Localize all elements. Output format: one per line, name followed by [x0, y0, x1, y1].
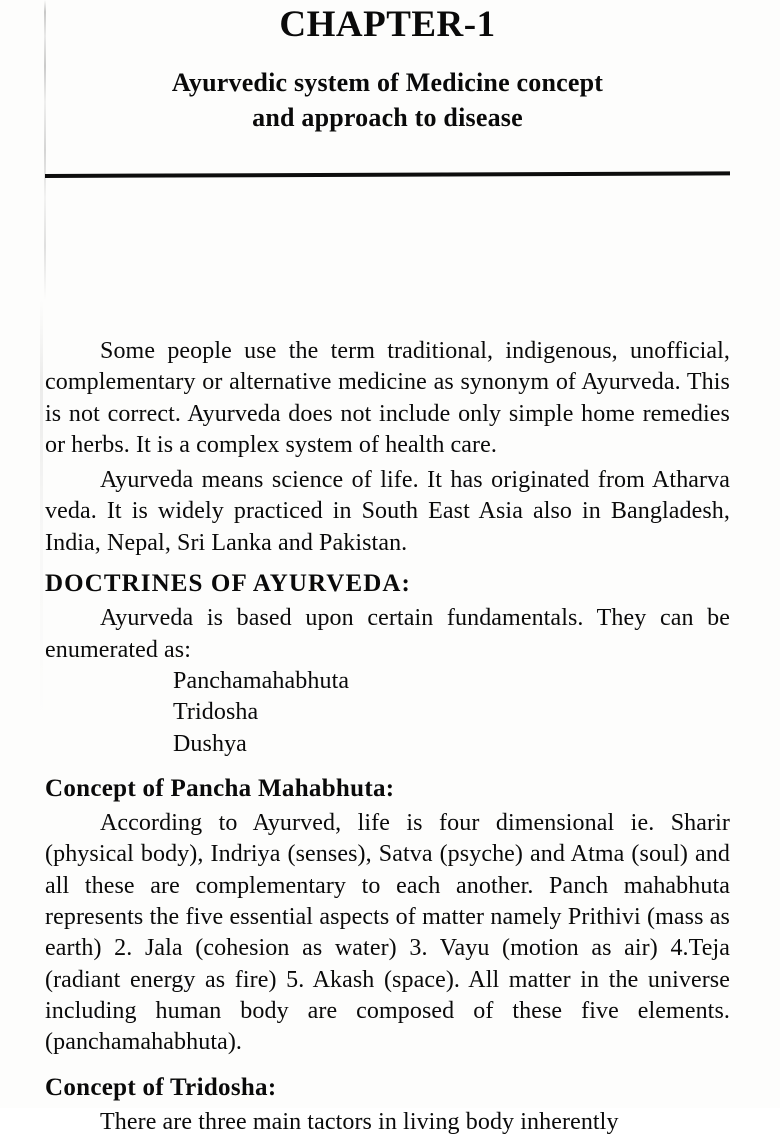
heading-spacer	[45, 559, 730, 568]
paragraph-intro-terminology: Some people use the term traditional, indigenous, unofficial, complementary or alternative medicine as synonym of Ayurveda. This is not correct. Ayurveda does not include only simple home remedies or herbs. It is a complex system of health care.	[45, 338, 730, 458]
heading-spacer	[45, 760, 730, 773]
fundamentals-list	[45, 666, 730, 760]
paragraph-pancha-mahabhuta: According to Ayurved, life is four dimensional ie. Sharir (physical body), Indriya (senses), Satva (psyche) and Atma (soul) and all these are complementary to each another. Panch mahabhuta represents the five essential aspects of matter namely Prithivi (mass as earth) 2. Jala (cohesion as water) 3. Vayu (motion as air) 4.Teja (radiant energy as fire) 5. Akash (space). All matter in the universe including human body are composed of these five elements. (panchamahabhuta).	[45, 810, 730, 1056]
heading-spacer	[45, 1059, 730, 1072]
paragraph-tridosha-partial: There are three main tactors in living body inherently	[100, 1108, 619, 1135]
paragraph-ayurveda-meaning: Ayurveda means science of life. It has originated from Atharva veda. It is widely practiced in South East Asia also in Bangladesh, India, Nepal, Sri Lanka and Pakistan.	[45, 467, 730, 556]
chapter-subtitle-line-1: Ayurvedic system of Medicine concept	[171, 68, 604, 97]
chapter-title: CHAPTER-1	[279, 4, 496, 45]
body-text-block	[45, 135, 730, 1138]
heading-concept-of-tridosha: Concept of Tridosha:	[45, 1073, 277, 1101]
list-item: Panchamahabhuta	[173, 667, 350, 694]
heading-doctrines-of-ayurveda: DOCTRINES OF AYURVEDA:	[45, 570, 411, 598]
heading-concept-of-pancha-mahabhuta: Concept of Pancha Mahabhuta:	[45, 774, 395, 802]
chapter-subtitle	[45, 48, 730, 135]
paragraph-fundamentals-intro: Ayurveda is based upon certain fundamentals. They can be enumerated as:	[45, 605, 730, 663]
list-item: Tridosha	[173, 699, 259, 726]
list-item: Dushya	[173, 730, 247, 757]
chapter-subtitle-line-2: and approach to disease	[252, 103, 523, 132]
scan-artifact-streak-lower	[40, 300, 43, 720]
page-content	[45, 0, 730, 1138]
